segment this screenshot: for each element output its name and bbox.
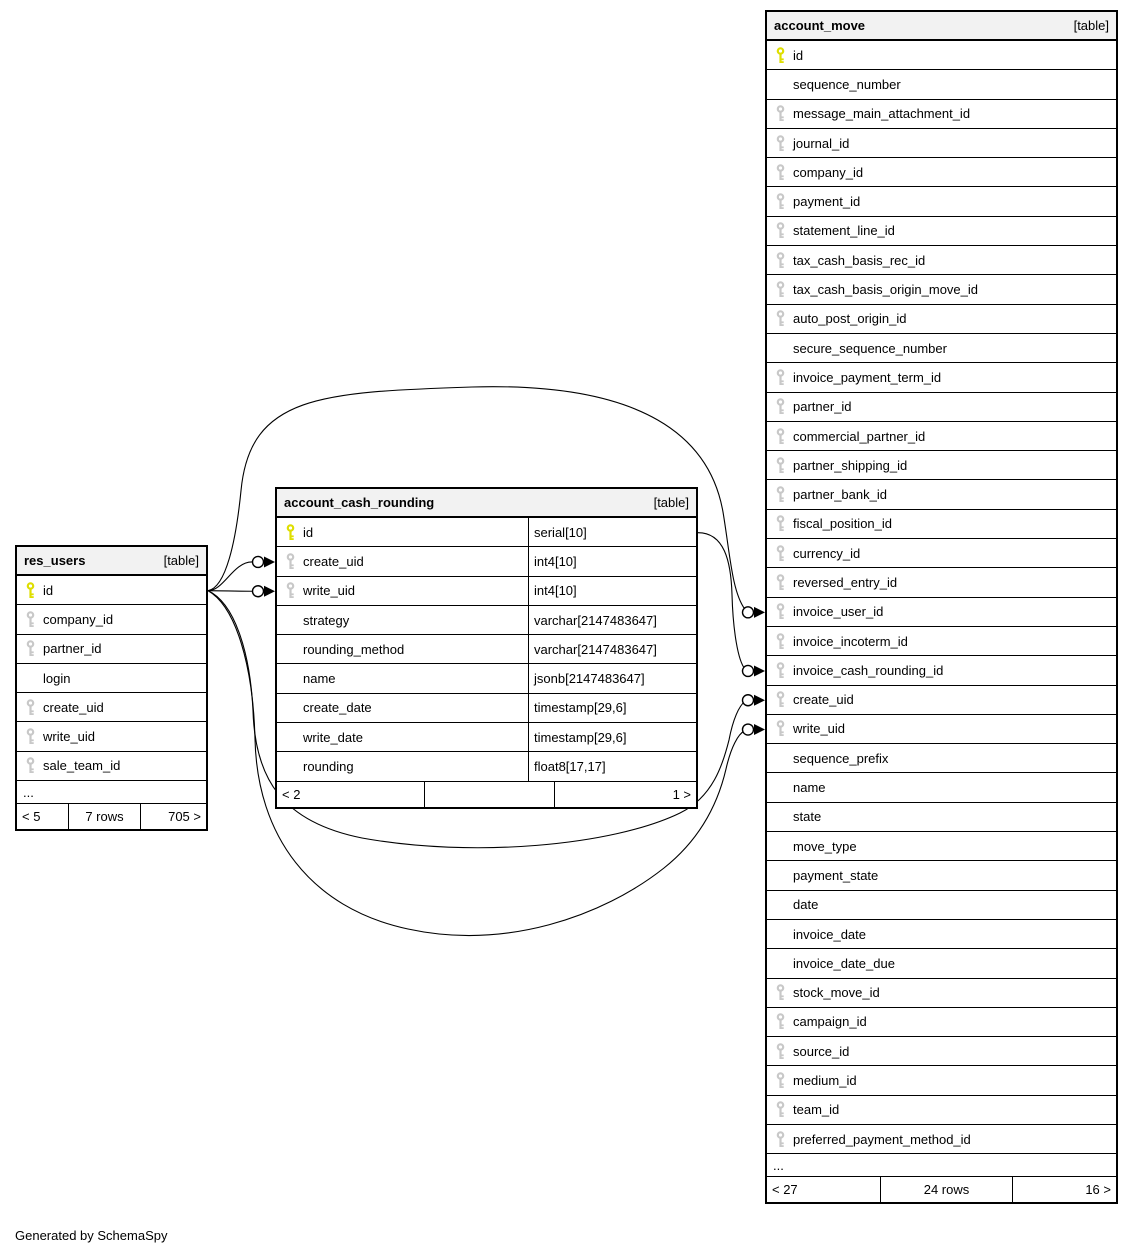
foreign-key-cell xyxy=(767,1101,793,1118)
column-row-secure_sequence_number xyxy=(767,334,1116,363)
column-name-cell xyxy=(767,1008,1116,1036)
fk-endpoint-arrow-icon xyxy=(754,724,765,735)
column-name-cell xyxy=(17,752,206,780)
table-type-tag: [table] xyxy=(1073,18,1109,33)
column-name: id xyxy=(43,582,54,598)
column-type: jsonb[2147483647] xyxy=(528,664,696,692)
column-row-login xyxy=(17,664,206,693)
column-name: sequence_prefix xyxy=(793,750,889,766)
column-name-cell xyxy=(767,393,1116,421)
column-row-partner_id xyxy=(767,393,1116,422)
column-name: preferred_payment_method_id xyxy=(793,1131,971,1147)
column-name: commercial_partner_id xyxy=(793,428,926,444)
primary-key-icon xyxy=(775,47,786,64)
foreign-key-icon xyxy=(775,222,786,239)
relationship-curve-res_users-write_uid xyxy=(208,591,252,592)
fk-endpoint-circle-icon xyxy=(743,665,754,676)
column-name: login xyxy=(43,670,71,686)
column-name-cell xyxy=(767,129,1116,157)
fk-endpoint-circle-icon xyxy=(253,586,264,597)
foreign-key-cell xyxy=(17,611,43,628)
fk-endpoint-circle-icon xyxy=(743,695,754,706)
foreign-key-cell xyxy=(767,105,793,122)
foreign-key-icon xyxy=(775,457,786,474)
foreign-key-icon xyxy=(775,1131,786,1148)
column-name: create_uid xyxy=(303,553,364,569)
foreign-key-cell xyxy=(767,457,793,474)
column-name-cell xyxy=(767,979,1116,1007)
column-name: rounding xyxy=(303,759,354,775)
column-row-payment_id xyxy=(767,187,1116,216)
column-name-cell xyxy=(277,518,528,546)
column-name: company_id xyxy=(43,611,114,627)
column-type: int4[10] xyxy=(528,547,696,575)
footer-next-count: 705 > xyxy=(140,804,206,829)
foreign-key-icon xyxy=(775,252,786,269)
table-title[interactable]: account_move xyxy=(774,18,866,33)
foreign-key-cell xyxy=(767,310,793,327)
column-type: int4[10] xyxy=(528,577,696,605)
foreign-key-cell xyxy=(767,720,793,737)
column-row-team_id xyxy=(767,1096,1116,1125)
column-name-cell xyxy=(277,547,528,575)
column-name: reversed_entry_id xyxy=(793,574,898,590)
column-row-source_id xyxy=(767,1037,1116,1066)
foreign-key-icon xyxy=(775,369,786,386)
relationship-curve-account_cash_rounding-invoice_cash_rounding_id xyxy=(698,533,745,669)
foreign-key-icon xyxy=(775,984,786,1001)
column-name-cell xyxy=(767,686,1116,714)
column-name-cell xyxy=(767,744,1116,772)
column-name-cell xyxy=(767,334,1116,362)
footer-row-count xyxy=(424,782,554,807)
column-name: tax_cash_basis_origin_move_id xyxy=(793,282,979,298)
column-name-cell xyxy=(767,275,1116,303)
column-row-reversed_entry_id xyxy=(767,568,1116,597)
column-name: currency_id xyxy=(793,545,861,561)
foreign-key-cell xyxy=(767,222,793,239)
column-row-company_id xyxy=(17,605,206,634)
foreign-key-cell xyxy=(767,486,793,503)
column-name-cell xyxy=(277,577,528,605)
column-name: move_type xyxy=(793,838,857,854)
foreign-key-icon xyxy=(25,640,36,657)
column-name-cell xyxy=(767,656,1116,684)
foreign-key-cell xyxy=(767,1131,793,1148)
column-row-fiscal_position_id xyxy=(767,510,1116,539)
foreign-key-icon xyxy=(25,611,36,628)
foreign-key-cell xyxy=(767,281,793,298)
column-name-cell xyxy=(767,773,1116,801)
column-name: write_uid xyxy=(303,583,356,599)
foreign-key-icon xyxy=(775,398,786,415)
column-type: timestamp[29,6] xyxy=(528,694,696,722)
fk-endpoint-circle-icon xyxy=(743,607,754,618)
table-footer xyxy=(767,1177,1116,1202)
column-name: date xyxy=(793,897,819,913)
foreign-key-icon xyxy=(775,486,786,503)
column-name: auto_post_origin_id xyxy=(793,311,907,327)
foreign-key-cell xyxy=(767,369,793,386)
column-row-sequence_number xyxy=(767,70,1116,99)
foreign-key-cell xyxy=(767,691,793,708)
column-name-cell xyxy=(17,576,206,604)
foreign-key-icon xyxy=(775,1101,786,1118)
primary-key-cell xyxy=(17,582,43,599)
column-name-cell xyxy=(767,187,1116,215)
foreign-key-icon xyxy=(775,720,786,737)
foreign-key-cell xyxy=(17,699,43,716)
foreign-key-cell xyxy=(767,1043,793,1060)
column-name-cell xyxy=(767,715,1116,743)
column-name: invoice_date xyxy=(793,926,866,942)
foreign-key-cell xyxy=(767,603,793,620)
foreign-key-cell xyxy=(17,640,43,657)
column-name-cell xyxy=(277,723,528,751)
column-row-write_uid xyxy=(17,722,206,751)
footer-prev-count: < 5 xyxy=(22,809,41,825)
column-name: stock_move_id xyxy=(793,985,880,1001)
primary-key-cell xyxy=(767,47,793,64)
footer-row-count: 24 rows xyxy=(880,1177,1012,1202)
column-name-cell xyxy=(277,606,528,634)
foreign-key-icon xyxy=(775,310,786,327)
column-name: write_uid xyxy=(43,729,96,745)
foreign-key-icon xyxy=(775,633,786,650)
column-row-rounding xyxy=(277,752,696,781)
column-type: serial[10] xyxy=(528,518,696,546)
foreign-key-cell xyxy=(277,553,303,570)
column-name-cell xyxy=(767,832,1116,860)
column-name: invoice_user_id xyxy=(793,604,884,620)
column-name-cell xyxy=(17,635,206,663)
table-footer xyxy=(277,782,696,807)
column-row-stock_move_id xyxy=(767,979,1116,1008)
column-name: tax_cash_basis_rec_id xyxy=(793,252,926,268)
column-name-cell xyxy=(767,1096,1116,1124)
fk-endpoint-arrow-icon xyxy=(754,665,765,676)
fk-endpoint-circle-icon xyxy=(253,556,264,567)
column-name-cell xyxy=(767,891,1116,919)
column-name-cell xyxy=(767,568,1116,596)
foreign-key-cell xyxy=(17,757,43,774)
footer-row-count: 7 rows xyxy=(68,804,140,829)
column-name-cell xyxy=(767,422,1116,450)
foreign-key-icon xyxy=(775,428,786,445)
column-name: sale_team_id xyxy=(43,758,121,774)
more-columns-ellipsis: ... xyxy=(17,781,206,804)
more-columns-ellipsis: ... xyxy=(767,1154,1116,1177)
foreign-key-icon xyxy=(775,135,786,152)
column-row-commercial_partner_id xyxy=(767,422,1116,451)
column-name-cell xyxy=(17,605,206,633)
table-header xyxy=(277,489,696,518)
fk-endpoint-arrow-icon xyxy=(754,695,765,706)
foreign-key-icon xyxy=(775,603,786,620)
column-name-cell xyxy=(767,920,1116,948)
foreign-key-icon xyxy=(775,1043,786,1060)
foreign-key-cell xyxy=(767,545,793,562)
foreign-key-icon xyxy=(25,757,36,774)
foreign-key-icon xyxy=(25,728,36,745)
column-name: secure_sequence_number xyxy=(793,340,947,356)
column-row-date xyxy=(767,891,1116,920)
column-name: medium_id xyxy=(793,1073,857,1089)
column-row-preferred_payment_method_id xyxy=(767,1125,1116,1154)
foreign-key-icon xyxy=(775,545,786,562)
column-name-cell xyxy=(277,635,528,663)
column-name: invoice_payment_term_id xyxy=(793,369,942,385)
foreign-key-icon xyxy=(285,553,296,570)
generator-credit: Generated by SchemaSpy xyxy=(15,1228,168,1243)
column-name-cell xyxy=(767,510,1116,538)
column-name-cell xyxy=(767,861,1116,889)
foreign-key-cell xyxy=(767,574,793,591)
column-type: varchar[2147483647] xyxy=(528,606,696,634)
column-name: rounding_method xyxy=(303,641,405,657)
foreign-key-icon xyxy=(25,699,36,716)
column-name-cell xyxy=(767,1066,1116,1094)
foreign-key-cell xyxy=(767,193,793,210)
column-row-medium_id xyxy=(767,1066,1116,1095)
column-row-invoice_date xyxy=(767,920,1116,949)
foreign-key-icon xyxy=(775,193,786,210)
column-name-cell xyxy=(767,539,1116,567)
fk-endpoint-circle-icon xyxy=(743,724,754,735)
foreign-key-cell xyxy=(767,1013,793,1030)
foreign-key-cell xyxy=(767,252,793,269)
column-row-sequence_prefix xyxy=(767,744,1116,773)
column-name: journal_id xyxy=(793,135,850,151)
column-name: company_id xyxy=(793,164,864,180)
column-row-partner_id xyxy=(17,635,206,664)
column-row-id xyxy=(767,41,1116,70)
table-type-tag: [table] xyxy=(163,553,199,568)
column-name: strategy xyxy=(303,612,350,628)
column-row-partner_bank_id xyxy=(767,480,1116,509)
column-name-cell xyxy=(767,100,1116,128)
column-type: varchar[2147483647] xyxy=(528,635,696,663)
column-name: source_id xyxy=(793,1043,850,1059)
foreign-key-cell xyxy=(767,984,793,1001)
column-row-id xyxy=(17,576,206,605)
column-row-write_date xyxy=(277,723,696,752)
column-name-cell xyxy=(767,217,1116,245)
fk-endpoint-arrow-icon xyxy=(264,586,275,597)
foreign-key-cell xyxy=(277,582,303,599)
column-row-campaign_id xyxy=(767,1008,1116,1037)
footer-next-count: 1 > xyxy=(554,782,696,807)
foreign-key-cell xyxy=(17,728,43,745)
column-row-rounding_method xyxy=(277,635,696,664)
fk-endpoint-arrow-icon xyxy=(264,556,275,567)
foreign-key-icon xyxy=(775,574,786,591)
foreign-key-cell xyxy=(767,633,793,650)
foreign-key-icon xyxy=(775,662,786,679)
column-name: campaign_id xyxy=(793,1014,867,1030)
foreign-key-icon xyxy=(775,1072,786,1089)
primary-key-icon xyxy=(285,524,296,541)
column-name-cell xyxy=(767,598,1116,626)
column-name: create_uid xyxy=(43,699,104,715)
foreign-key-cell xyxy=(767,135,793,152)
column-row-sale_team_id xyxy=(17,752,206,781)
column-row-invoice_date_due xyxy=(767,949,1116,978)
column-row-tax_cash_basis_origin_move_id xyxy=(767,275,1116,304)
column-row-name xyxy=(277,664,696,693)
column-name-cell xyxy=(767,480,1116,508)
column-name-cell xyxy=(767,451,1116,479)
table-node-account_cash_rounding[interactable] xyxy=(275,487,698,809)
table-title[interactable]: res_users xyxy=(24,553,86,568)
column-row-create_uid xyxy=(767,686,1116,715)
column-row-invoice_payment_term_id xyxy=(767,363,1116,392)
column-row-create_uid xyxy=(17,693,206,722)
foreign-key-icon xyxy=(775,515,786,532)
column-name: write_uid xyxy=(793,721,846,737)
column-row-tax_cash_basis_rec_id xyxy=(767,246,1116,275)
column-name-cell xyxy=(767,305,1116,333)
primary-key-icon xyxy=(25,582,36,599)
column-name: fiscal_position_id xyxy=(793,516,893,532)
column-row-create_date xyxy=(277,694,696,723)
column-row-write_uid xyxy=(277,577,696,606)
column-name: write_date xyxy=(303,729,363,745)
column-name: id xyxy=(303,524,314,540)
column-row-name xyxy=(767,773,1116,802)
foreign-key-icon xyxy=(285,582,296,599)
column-name-cell xyxy=(767,70,1116,98)
foreign-key-icon xyxy=(775,105,786,122)
column-name-cell xyxy=(767,41,1116,69)
column-name: invoice_cash_rounding_id xyxy=(793,662,944,678)
footer-prev-count: < 2 xyxy=(282,786,301,802)
fk-endpoint-arrow-icon xyxy=(754,607,765,618)
column-name-cell xyxy=(277,694,528,722)
column-name-cell xyxy=(767,949,1116,977)
column-row-strategy xyxy=(277,606,696,635)
relationship-curve-res_users-create_uid xyxy=(208,562,252,591)
column-type: timestamp[29,6] xyxy=(528,723,696,751)
column-name: partner_shipping_id xyxy=(793,457,908,473)
column-row-auto_post_origin_id xyxy=(767,305,1116,334)
column-row-company_id xyxy=(767,158,1116,187)
column-name: invoice_incoterm_id xyxy=(793,633,908,649)
column-name: create_date xyxy=(303,700,372,716)
column-name: payment_state xyxy=(793,867,879,883)
column-name: name xyxy=(793,780,826,796)
column-row-message_main_attachment_id xyxy=(767,100,1116,129)
column-name: message_main_attachment_id xyxy=(793,106,971,122)
column-row-invoice_incoterm_id xyxy=(767,627,1116,656)
column-name-cell xyxy=(767,363,1116,391)
column-row-move_type xyxy=(767,832,1116,861)
column-row-partner_shipping_id xyxy=(767,451,1116,480)
foreign-key-cell xyxy=(767,662,793,679)
column-name-cell xyxy=(17,722,206,750)
column-name-cell xyxy=(17,664,206,692)
footer-next-count: 16 > xyxy=(1012,1177,1116,1202)
column-name: state xyxy=(793,809,822,825)
column-name: team_id xyxy=(793,1102,840,1118)
footer-prev-count: < 27 xyxy=(772,1182,798,1198)
column-name-cell xyxy=(767,1037,1116,1065)
column-row-currency_id xyxy=(767,539,1116,568)
column-row-invoice_cash_rounding_id xyxy=(767,656,1116,685)
foreign-key-cell xyxy=(767,398,793,415)
column-name-cell xyxy=(767,627,1116,655)
column-name: name xyxy=(303,671,336,687)
column-name-cell xyxy=(767,246,1116,274)
column-name-cell xyxy=(17,693,206,721)
foreign-key-cell xyxy=(767,428,793,445)
table-title[interactable]: account_cash_rounding xyxy=(284,495,435,510)
column-name-cell xyxy=(767,158,1116,186)
column-name: id xyxy=(793,47,804,63)
foreign-key-icon xyxy=(775,164,786,181)
table-header xyxy=(767,12,1116,41)
table-node-account_move[interactable] xyxy=(765,10,1118,1204)
column-name: partner_bank_id xyxy=(793,487,887,503)
foreign-key-cell xyxy=(767,164,793,181)
column-row-id xyxy=(277,518,696,547)
column-row-journal_id xyxy=(767,129,1116,158)
foreign-key-icon xyxy=(775,1013,786,1030)
foreign-key-icon xyxy=(775,691,786,708)
column-type: float8[17,17] xyxy=(528,752,696,780)
column-name: sequence_number xyxy=(793,76,901,92)
column-name-cell xyxy=(277,752,528,780)
foreign-key-cell xyxy=(767,515,793,532)
primary-key-cell xyxy=(277,524,303,541)
column-name: create_uid xyxy=(793,692,854,708)
column-row-write_uid xyxy=(767,715,1116,744)
column-row-state xyxy=(767,803,1116,832)
column-row-invoice_user_id xyxy=(767,598,1116,627)
column-name-cell xyxy=(277,664,528,692)
column-row-statement_line_id xyxy=(767,217,1116,246)
column-name: invoice_date_due xyxy=(793,955,895,971)
table-type-tag: [table] xyxy=(653,495,689,510)
table-node-res_users[interactable] xyxy=(15,545,208,831)
column-row-payment_state xyxy=(767,861,1116,890)
column-name: partner_id xyxy=(43,641,102,657)
column-name-cell xyxy=(767,1125,1116,1153)
table-footer xyxy=(17,804,206,829)
column-row-create_uid xyxy=(277,547,696,576)
column-name: payment_id xyxy=(793,194,861,210)
foreign-key-cell xyxy=(767,1072,793,1089)
column-name: statement_line_id xyxy=(793,223,895,239)
table-header xyxy=(17,547,206,576)
column-name: partner_id xyxy=(793,399,852,415)
column-name-cell xyxy=(767,803,1116,831)
foreign-key-icon xyxy=(775,281,786,298)
